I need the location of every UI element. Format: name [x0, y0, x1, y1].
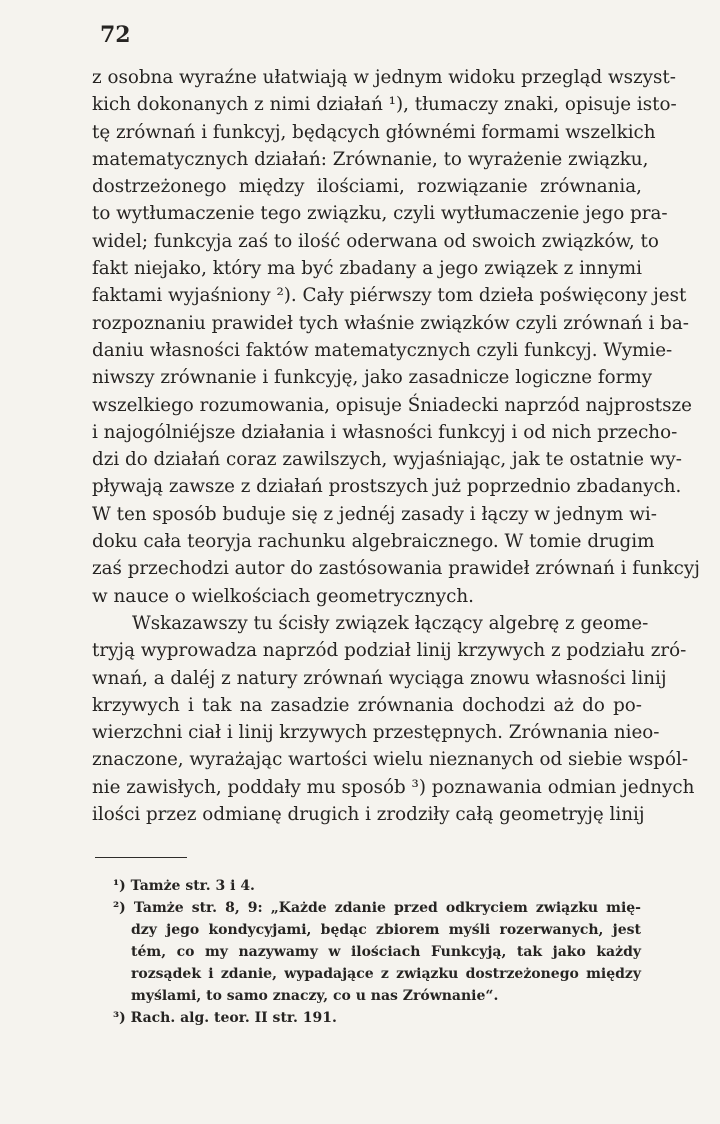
text-line: znaczone, wyrażając wartości wielu nieznanych od siebie wspól- — [92, 749, 688, 771]
text-line: tryją wyprowadza naprzód podział linij krzywych z podziału zró- — [92, 640, 687, 662]
text-line: to wytłumaczenie tego związku, czyli wytłumaczenie jego pra- — [92, 203, 668, 225]
footnote-1 — [113, 875, 641, 897]
text-line: Wskazawszy tu ścisły związek łączący algebrę z geome- — [132, 612, 649, 634]
footnote-line: tém, co my nazywamy w ilościach Funkcyją, tak jako każdy — [131, 944, 641, 960]
text-line: dzi do działań coraz zawilszych, wyjaśniając, jak te ostatnie wy- — [92, 449, 682, 471]
text-line: krzywych i tak na zasadzie zrównania dochodzi aż do po- — [92, 694, 642, 716]
text-line: wnań, a daléj z natury zrównań wyciąga znowu własności linij — [92, 667, 667, 689]
footnote-3 — [113, 1007, 641, 1029]
text-line: faktami wyjaśniony ²). Cały piérwszy tom dzieła poświęcony jest — [92, 285, 687, 307]
footnote-line: myślami, to samo znaczy, co u nas Zrównanie“. — [131, 988, 499, 1004]
footnote-line: rozsądek i zdanie, wypadające z związku dostrzeżonego między — [131, 966, 641, 982]
page-number: 72 — [100, 22, 131, 48]
text-line: i najogólniéjsze działania i własności funkcyj i od nich przecho- — [92, 421, 678, 443]
text-line: kich dokonanych z nimi działań ¹), tłumaczy znaki, opisuje isto- — [92, 94, 677, 116]
paragraph — [92, 64, 700, 610]
text-line: matematycznych działań: Zrównanie, to wyrażenie związku, — [92, 148, 649, 170]
text-line: fakt niejako, który ma być zbadany a jego związek z innymi — [92, 258, 642, 280]
text-line: niwszy zrównanie i funkcyję, jako zasadnicze logiczne formy — [92, 367, 653, 389]
text-line: wszelkiego rozumowania, opisuje Śniadecki naprzód najprostsze — [92, 394, 692, 416]
body-text — [92, 64, 700, 828]
footnote-line: ¹) Tamże str. 3 i 4. — [113, 878, 255, 894]
text-line: wierzchni ciał i linij krzywych przestępnych. Zrównania nieo- — [92, 722, 660, 744]
text-line: nie zawisłych, poddały mu sposób ³) poznawania odmian jednych — [92, 776, 695, 798]
footnote-line: ³) Rach. alg. teor. II str. 191. — [113, 1010, 337, 1026]
text-line: doku cała teoryja rachunku algebraicznego. W tomie drugim — [92, 531, 655, 553]
text-line: ilości przez odmianę drugich i zrodziły całą geometryję linij — [92, 804, 645, 826]
text-line: daniu własności faktów matematycznych czyli funkcyj. Wymie- — [92, 339, 673, 361]
text-line: zaś przechodzi autor do zastósowania prawideł zrównań i funkcyj — [92, 558, 700, 580]
text-line: rozpoznaniu prawideł tych właśnie związków czyli zrównań i ba- — [92, 312, 689, 334]
text-line: W ten sposób buduje się z jednéj zasady i łączy w jednym wi- — [92, 503, 657, 525]
footnote-line: ²) Tamże str. 8, 9: „Każde zdanie przed odkryciem związku mię- — [113, 900, 641, 916]
footnotes — [113, 875, 641, 1029]
footnote-rule — [95, 857, 187, 858]
text-line: pływają zawsze z działań prostszych już poprzednio zbadanych. — [92, 476, 682, 498]
text-line: w nauce o wielkościach geometrycznych. — [92, 585, 474, 607]
text-line: z osobna wyraźne ułatwiają w jednym widoku przegląd wszyst- — [92, 67, 676, 88]
text-line: dostrzeżonego między ilościami, rozwiązanie zrównania, — [92, 176, 642, 198]
footnote-2 — [113, 897, 641, 1007]
footnote-line: dzy jego kondycyjami, będąc zbiorem myśli rozerwanych, jest — [131, 922, 641, 938]
paragraph — [92, 610, 695, 828]
text-line: tę zrównań i funkcyj, będących głównémi formami wszelkich — [92, 121, 656, 143]
text-line: widel; funkcyja zaś to ilość oderwana od swoich związków, to — [92, 230, 659, 252]
